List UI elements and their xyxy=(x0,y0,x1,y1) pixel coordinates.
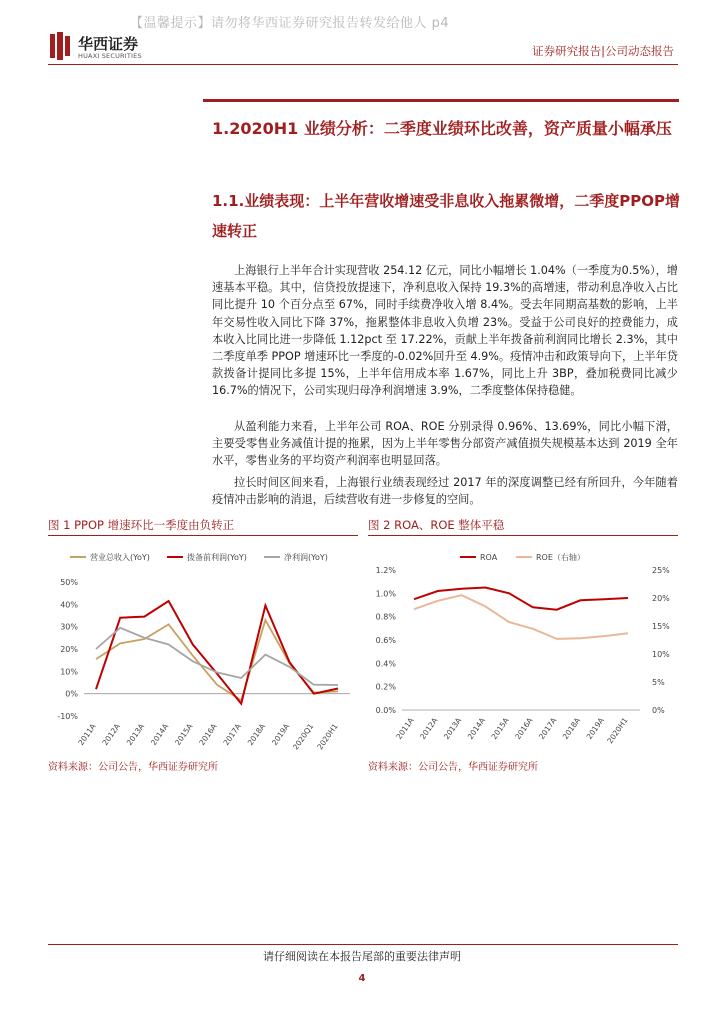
y-tick-label: 0% xyxy=(65,689,78,699)
huaxi-logo-icon xyxy=(50,32,70,60)
section-bar xyxy=(203,99,679,102)
x-tick-label: 2017A xyxy=(221,721,243,747)
series-line-2 xyxy=(96,628,338,685)
x-tick-label: 2015A xyxy=(489,715,511,741)
x-tick-label: 2011A xyxy=(394,715,416,741)
x-tick-label: 2015A xyxy=(173,721,195,747)
x-tick-label: 2012A xyxy=(100,721,122,747)
logo-english-name: HUAXI SECURITIES xyxy=(78,52,142,60)
paragraph-outlook: 拉长时间区间来看，上海银行业绩表现经过 2017 年的深度调整已经有所回升，今年随着疫情冲击影响的消退，后续营收有进一步修复的空间。 xyxy=(212,476,678,507)
x-tick-label: 2018A xyxy=(245,721,268,747)
figure1-rule xyxy=(48,535,358,536)
y-right-tick-label: 5% xyxy=(652,678,665,687)
x-tick-label: 2013A xyxy=(441,715,464,741)
legend-label-1: 拨备前利润(YoY) xyxy=(187,553,247,562)
x-tick-label: 2017A xyxy=(537,715,559,741)
figure2-source: 资料来源：公司公告，华西证券研究所 xyxy=(368,762,538,773)
figure2-title: 图 2 ROA、ROE 整体平稳 xyxy=(368,518,505,532)
y-tick-label: 30% xyxy=(60,622,78,632)
legal-notice: 请仔细阅读在本报告尾部的重要法律声明 xyxy=(263,950,461,963)
y-tick-label: 10% xyxy=(60,667,78,677)
x-tick-label: 2020H1 xyxy=(315,721,340,752)
series-line-1 xyxy=(414,595,628,639)
y-left-tick-label: 1.0% xyxy=(375,589,396,599)
y-right-tick-label: 20% xyxy=(652,594,670,603)
y-left-tick-label: 0.4% xyxy=(375,659,396,669)
x-tick-label: 2013A xyxy=(124,721,147,747)
x-tick-label: 2020Q1 xyxy=(290,721,316,752)
legend-label-1: ROE（右轴） xyxy=(536,553,585,562)
y-left-tick-label: 0.8% xyxy=(375,612,396,622)
page-number: 4 xyxy=(358,973,366,984)
ppop-growth-chart xyxy=(48,540,358,752)
watermark-notice: 【温馨提示】请勿将华西证券研究报告转发给他人 p4 xyxy=(130,16,450,31)
legend-label-0: 营业总收入(YoY) xyxy=(90,553,150,562)
y-right-tick-label: 10% xyxy=(652,650,670,659)
y-left-tick-label: 0.2% xyxy=(375,682,396,692)
figure2-rule xyxy=(368,535,678,536)
y-tick-label: 20% xyxy=(60,645,78,654)
x-tick-label: 2018A xyxy=(560,715,583,741)
x-tick-label: 2014A xyxy=(465,715,487,741)
x-tick-label: 2020H1 xyxy=(605,715,630,746)
x-tick-label: 2019A xyxy=(584,715,606,741)
x-tick-label: 2011A xyxy=(76,721,98,747)
y-right-tick-label: 0% xyxy=(652,706,665,715)
roa-roe-chart xyxy=(368,540,678,752)
figure1-title: 图 1 PPOP 增速环比一季度由负转正 xyxy=(48,518,235,532)
logo-chinese-name: 华西证券 xyxy=(78,35,139,53)
paragraph-profitability: 从盈利能力来看，上半年公司 ROA、ROE 分别录得 0.96%、13.69%，同比小幅下滑，主要受零售业务减值计提的拖累，因为上半年零售分部资产减值损失规模基本达到 2019 全年水平，零售业务的平均资产利润率也明显回落。 xyxy=(212,420,678,468)
y-left-tick-label: 1.2% xyxy=(375,566,396,575)
series-line-1 xyxy=(96,601,338,704)
y-tick-label: -10% xyxy=(57,712,78,721)
figure1-source: 资料来源：公司公告，华西证券研究所 xyxy=(48,762,218,773)
x-tick-label: 2014A xyxy=(148,721,171,747)
y-tick-label: 50% xyxy=(60,578,78,587)
x-tick-label: 2016A xyxy=(197,721,219,747)
legend-label-0: ROA xyxy=(480,553,498,562)
header-divider xyxy=(48,64,678,65)
y-left-tick-label: 0.0% xyxy=(375,706,396,715)
y-tick-label: 40% xyxy=(60,600,78,610)
y-left-tick-label: 0.6% xyxy=(375,636,396,645)
paragraph-performance: 上海银行上半年合计实现营收 254.12 亿元，同比小幅增长 1.04%（一季度为0.5%），增速基本平稳。其中，信贷投放提速下，净利息收入保持 19.3%的高增速，带动利息净收入占比同比提升 10 个百分点至 67%，同时手续费净收入增 8.4%。受去年同期高基数的影响，上半年交易性收入同比下降 37%，拖累整体非息收入负增 23%。受益于公司良好的控费能力，成本收入比同比进一步降低 1.12pct 至 17.22%，贡献上半年拨备前利润同比增长 2.3%，其中二季度单季 PPOP 增速环比一季度的-0.02%回升至 4.9%。疫情冲击和政策导向下，上半年贷款拨备计提同比多提 15%，上半年信用成本率 1.67%，同比上升 3BP，叠加税费同比减少 16.7%的情况下，公司实现归母净利润增速 3.9%，二季度整体保持稳健。 xyxy=(212,264,678,398)
x-tick-label: 2016A xyxy=(513,715,535,741)
x-tick-label: 2019A xyxy=(269,721,292,747)
y-right-tick-label: 15% xyxy=(652,622,670,631)
footer-divider xyxy=(48,944,678,945)
legend-label-2: 净利润(YoY) xyxy=(284,553,328,562)
subsection-heading: 1.1.业绩表现：上半年营收增速受非息收入拖累微增，二季度PPOP增速转正 xyxy=(212,192,681,240)
y-right-tick-label: 25% xyxy=(652,566,670,575)
report-type-label: 证券研究报告|公司动态报告 xyxy=(532,44,674,58)
section-heading: 1.2020H1 业绩分析：二季度业绩环比改善，资产质量小幅承压 xyxy=(212,119,672,138)
x-tick-label: 2012A xyxy=(418,715,440,741)
